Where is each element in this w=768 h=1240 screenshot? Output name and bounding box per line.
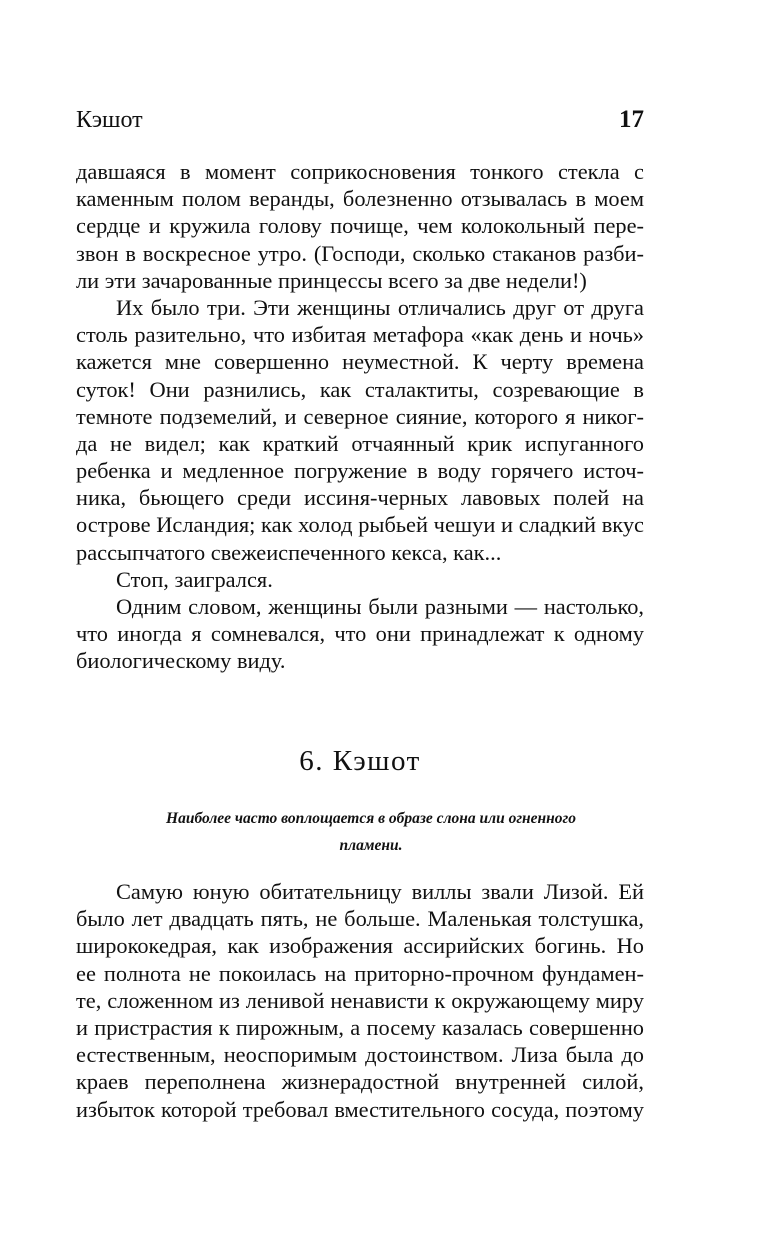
chapter-title: 6. Кэшот — [299, 745, 421, 777]
epigraph-line: Наиболее часто воплощается в образе слона или огненного — [166, 810, 576, 827]
text-line: избыток которой требовал вместительного сосуда, поэтому — [76, 1096, 644, 1122]
text-line: естественным, неоспоримым достоинством. Лиза была до — [76, 1042, 644, 1068]
text-line: острове Исландия; как холод рыбьей чешуи и сладкий вкус — [76, 512, 644, 538]
text-line: краев переполнена жизнерадостной внутренней силой, — [76, 1069, 644, 1095]
chapter-epigraph — [106, 805, 636, 859]
text-line: ника, бьющего среди иссиня-черных лавовых полей на — [76, 485, 644, 511]
text-line: Самую юную обитательницу виллы звали Лизой. Ей — [116, 879, 644, 904]
text-line: что иногда я сомневался, что они принадлежат к одному — [76, 621, 644, 647]
text-line: сердце и кружила голову почище, чем колокольный пере- — [76, 213, 644, 239]
text-line: те, сложенном из ленивой ненависти к окружающему миру — [76, 987, 644, 1013]
text-line: звон в воскресное утро. (Господи, сколько стаканов разби- — [76, 240, 644, 266]
text-line: ширококедрая, как изображения ассирийских богинь. Но — [76, 933, 644, 959]
text-line: Одним словом, женщины были разными — настолько, — [116, 594, 644, 619]
text-line: да не видел; как краткий отчаянный крик испуганного — [76, 430, 644, 456]
text-line: столь разительно, что избитая метафора «как день и ночь» — [76, 322, 644, 348]
book-page — [76, 0, 644, 1240]
text-line: Их было три. Эти женщины отличались друг от друга — [116, 294, 644, 320]
text-line: кажется мне совершенно неуместной. К черту времена — [76, 349, 644, 375]
text-line: биологическому виду. — [76, 648, 286, 674]
text-line: Стоп, заигрался. — [116, 566, 273, 592]
top-text-block — [76, 158, 644, 675]
text-line: рассыпчатого свежеиспеченного кекса, как... — [76, 539, 502, 565]
running-title: Кэшот — [76, 107, 143, 133]
text-line: суток! Они разнились, как сталактиты, созревающие в — [76, 376, 644, 402]
page-number: 17 — [619, 106, 644, 133]
text-line: давшаяся в момент соприкосновения тонкого стекла с — [76, 159, 644, 184]
text-line: каменным полом веранды, болезненно отзывалась в моем — [76, 186, 644, 212]
epigraph-line: пламени. — [339, 837, 403, 854]
text-line: ребенка и медленное погружение в воду горячего источ- — [76, 458, 644, 484]
bottom-text-block — [76, 878, 644, 1123]
text-line: ее полнота не покоилась на приторно-прочном фундамен- — [76, 960, 644, 986]
text-line: темноте подземелий, и северное сияние, которого я никог- — [76, 403, 644, 429]
running-head — [76, 103, 644, 137]
text-line: и пристрастия к пирожным, а посему казалась совершенно — [76, 1014, 644, 1040]
text-line: было лет двадцать пять, не больше. Маленькая толстушка, — [76, 906, 644, 932]
text-line: ли эти зачарованные принцессы всего за две недели!) — [76, 267, 587, 293]
